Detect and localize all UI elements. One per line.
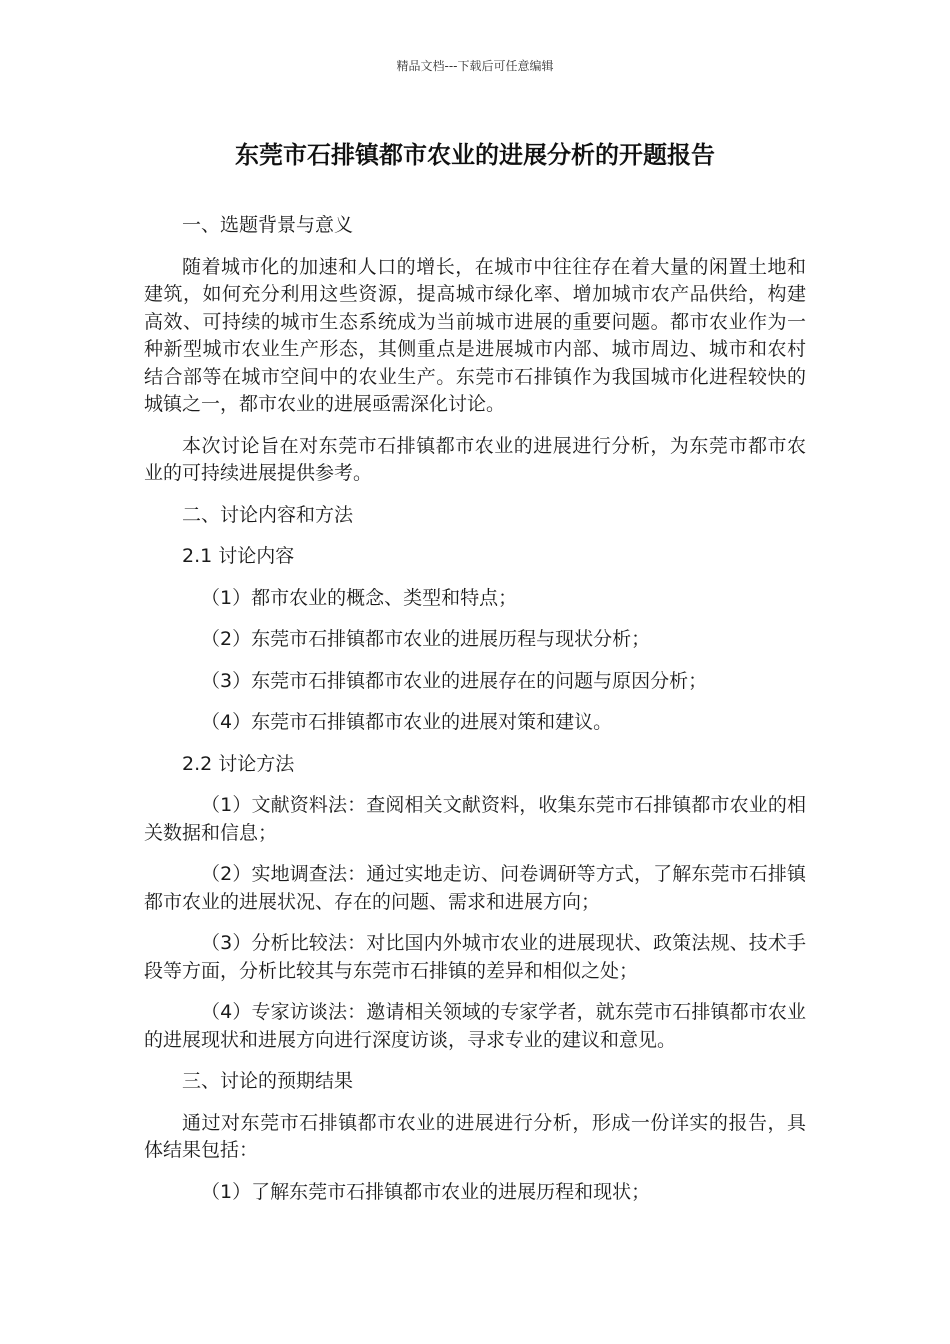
page-header: 精品文档---下载后可任意编辑	[396, 59, 554, 73]
list-item: （1）文献资料法：查阅相关文献资料，收集东莞市石排镇都市农业的相关数据和信息；	[144, 794, 806, 844]
list-item: （1）都市农业的概念、类型和特点；	[201, 586, 518, 609]
paragraph-results-intro: 通过对东莞市石排镇都市农业的进展进行分析，形成一份详实的报告，具体结果包括：	[144, 1111, 806, 1161]
section-heading-background: 一、选题背景与意义	[182, 214, 354, 236]
list-item: （2）实地调查法：通过实地走访、问卷调研等方式，了解东莞市石排镇都市农业的进展状况、存在的问题、需求和进展方向；	[144, 863, 806, 913]
list-item: （1）了解东莞市石排镇都市农业的进展历程和现状；	[201, 1180, 651, 1203]
section-heading-content-methods: 二、讨论内容和方法	[182, 503, 354, 526]
paragraph-purpose: 本次讨论旨在对东莞市石排镇都市农业的进展进行分析，为东莞市都市农业的可持续进展提供参考。	[144, 434, 806, 484]
list-item: （2）东莞市石排镇都市农业的进展历程与现状分析；	[201, 628, 651, 650]
list-item: （3）分析比较法：对比国内外城市农业的进展现状、政策法规、技术手段等方面，分析比较其与东莞市石排镇的差异和相似之处；	[144, 932, 806, 982]
section-heading-expected-results: 三、讨论的预期结果	[182, 1070, 354, 1092]
list-item: （4）东莞市石排镇都市农业的进展对策和建议。	[201, 711, 613, 733]
list-item: （3）东莞市石排镇都市农业的进展存在的问题与原因分析；	[201, 669, 708, 692]
subheading-content: 2.1 讨论内容	[182, 545, 295, 567]
document-title: 东莞市石排镇都市农业的进展分析的开题报告	[235, 141, 715, 169]
paragraph-background: 随着城市化的加速和人口的增长，在城市中往往存在着大量的闲置土地和建筑，如何充分利用这些资源，提高城市绿化率、增加城市农产品供给，构建高效、可持续的城市生态系统成为当前城市进展的重要问题。都市农业作为一种新型城市农业生产形态，其侧重点是进展城市内部、城市周边、城市和农村结合部等在城市空间中的农业生产。东莞市石排镇作为我国城市化进程较快的城镇之一，都市农业的进展亟需深化讨论。	[144, 255, 806, 415]
subheading-methods: 2.2 讨论方法	[182, 752, 295, 775]
document-body	[144, 212, 806, 1206]
list-item: （4）专家访谈法：邀请相关领域的专家学者，就东莞市石排镇都市农业的进展现状和进展方向进行深度访谈，寻求专业的建议和意见。	[144, 1001, 806, 1051]
